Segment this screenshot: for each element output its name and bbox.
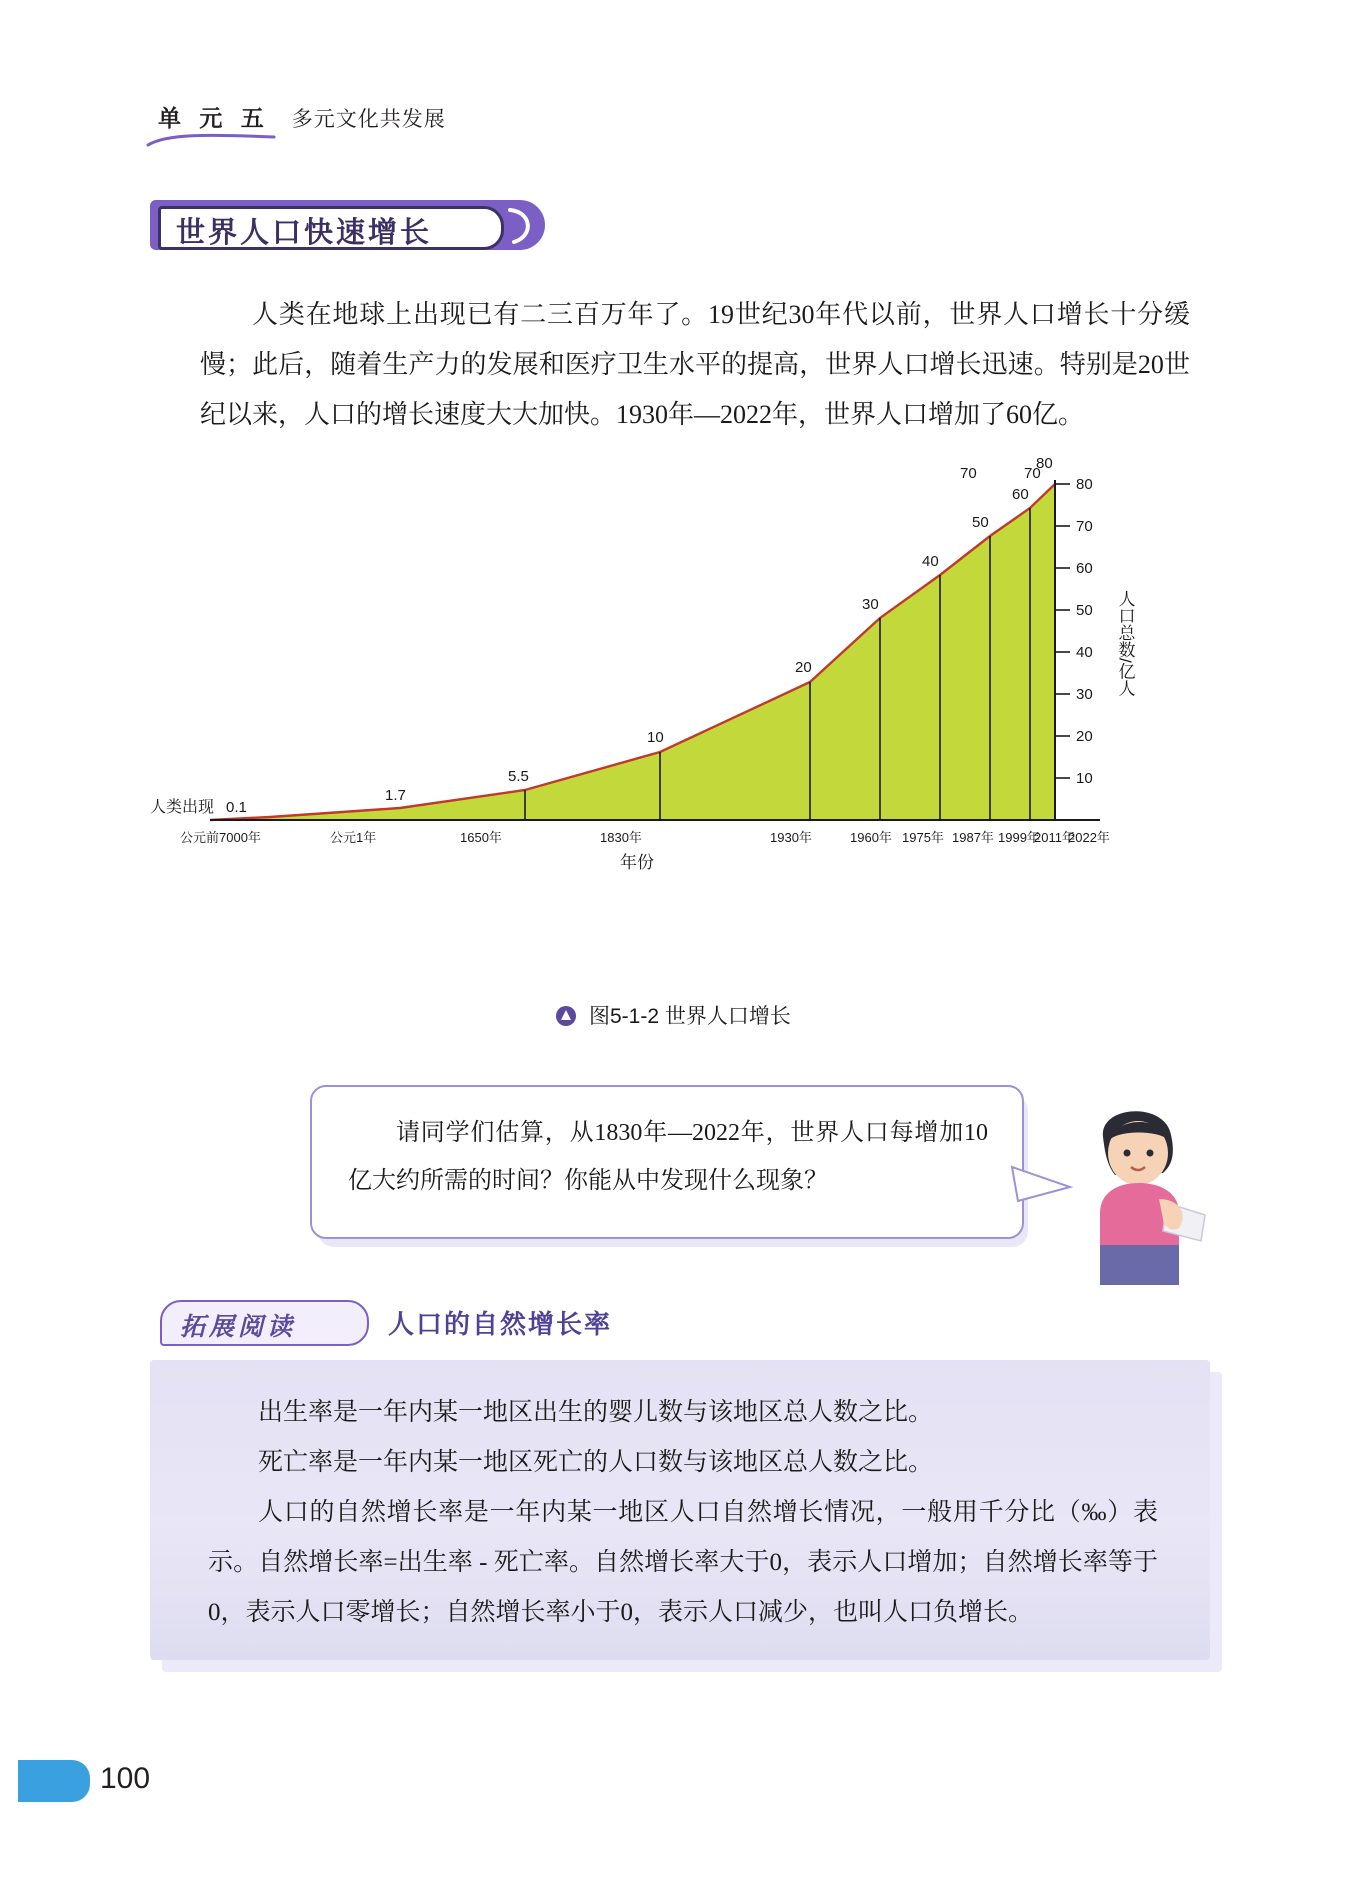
x-axis-title: 年份	[620, 853, 654, 872]
figure-caption-row	[0, 1000, 1346, 1030]
extended-reading-box	[150, 1360, 1210, 1660]
svg-text:1930年: 1930年	[770, 830, 812, 845]
svg-text:30: 30	[862, 596, 879, 613]
y-axis-title: 人口总数/亿人	[1115, 590, 1135, 697]
question-text: 请同学们估算，从1830年—2022年，世界人口每增加10亿大约所需的时间？你能从中发现什么现象？	[348, 1120, 988, 1194]
svg-text:40: 40	[922, 553, 939, 570]
svg-text:1650年: 1650年	[460, 830, 502, 845]
svg-text:2011年: 2011年	[1034, 830, 1075, 845]
unit-header	[158, 100, 658, 133]
extended-paragraph-1: 出生率是一年内某一地区出生的婴儿数与该地区总人数之比。	[258, 1399, 934, 1426]
svg-text:70: 70	[1024, 465, 1041, 482]
extended-reading-header	[160, 1300, 860, 1346]
svg-text:20: 20	[795, 659, 812, 676]
svg-text:2022年: 2022年	[1068, 830, 1110, 845]
svg-text:60: 60	[1012, 486, 1029, 503]
svg-text:10: 10	[1076, 770, 1093, 787]
svg-text:50: 50	[972, 514, 989, 531]
unit-title: 多元文化共发展	[291, 108, 446, 131]
chart-area-fill	[210, 484, 1055, 820]
triangle-marker-icon	[555, 1005, 577, 1027]
svg-text:1987年: 1987年	[952, 830, 994, 845]
svg-text:0.1: 0.1	[226, 799, 247, 816]
unit-label: 单 元 五	[158, 105, 270, 131]
extended-paragraph-3: 人口的自然增长率是一年内某一地区人口自然增长情况，一般用千分比（‰）表示。自然增长率=出生率 - 死亡率。自然增长率大于0，表示人口增加；自然增长率等于0，表示人口零增长；自然增长率小于0，表示人口减少，也叫人口负增长。	[208, 1499, 1158, 1626]
y-axis-ticks	[1055, 484, 1070, 778]
extended-reading-label: 拓展阅读	[180, 1313, 297, 1341]
chart-origin-label: 人类出现	[150, 799, 215, 816]
extended-paragraph-2: 死亡率是一年内某一地区死亡的人口数与该地区总人数之比。	[258, 1449, 934, 1476]
swoosh-decoration	[146, 132, 276, 148]
svg-text:5.5: 5.5	[508, 768, 529, 785]
svg-text:30: 30	[1076, 686, 1093, 703]
svg-text:80: 80	[1036, 455, 1053, 472]
svg-text:公元1年: 公元1年	[330, 830, 377, 845]
svg-text:50: 50	[1076, 602, 1093, 619]
svg-text:1975年: 1975年	[902, 830, 944, 845]
svg-text:10: 10	[647, 729, 664, 746]
y-axis-tick-labels	[1076, 476, 1093, 787]
svg-text:70: 70	[1076, 518, 1093, 535]
x-axis-tick-labels	[180, 830, 1110, 845]
section-title: 世界人口快速增长	[176, 217, 433, 249]
banner-swirl-icon	[498, 202, 544, 248]
svg-text:1960年: 1960年	[850, 830, 892, 845]
svg-text:20: 20	[1076, 728, 1093, 745]
extended-reading-title: 人口的自然增长率	[388, 1309, 613, 1339]
question-bubble	[310, 1085, 1024, 1239]
section-title-banner	[150, 200, 560, 252]
svg-text:1830年: 1830年	[600, 830, 642, 845]
svg-text:40: 40	[1076, 644, 1093, 661]
page-tab-decoration	[18, 1760, 90, 1802]
page-number: 100	[100, 1762, 151, 1795]
population-growth-chart	[150, 455, 1210, 890]
svg-text:公元前7000年: 公元前7000年	[180, 830, 261, 845]
svg-text:1.7: 1.7	[385, 787, 406, 804]
svg-text:80: 80	[1076, 476, 1093, 493]
figure-caption-text: 图5-1-2 世界人口增长	[588, 1005, 791, 1028]
svg-text:60: 60	[1076, 560, 1093, 577]
svg-text:1999年: 1999年	[998, 830, 1040, 845]
intro-paragraph: 人类在地球上出现已有二三百万年了。19世纪30年代以前，世界人口增长十分缓慢；此后，随着生产力的发展和医疗卫生水平的提高，世界人口增长迅速。特别是20世纪以来，人口的增长速度大大加快。1930年—2022年，世界人口增加了60亿。	[200, 300, 1190, 429]
student-illustration	[1055, 1095, 1225, 1295]
chart-label-70: 70	[960, 465, 977, 482]
